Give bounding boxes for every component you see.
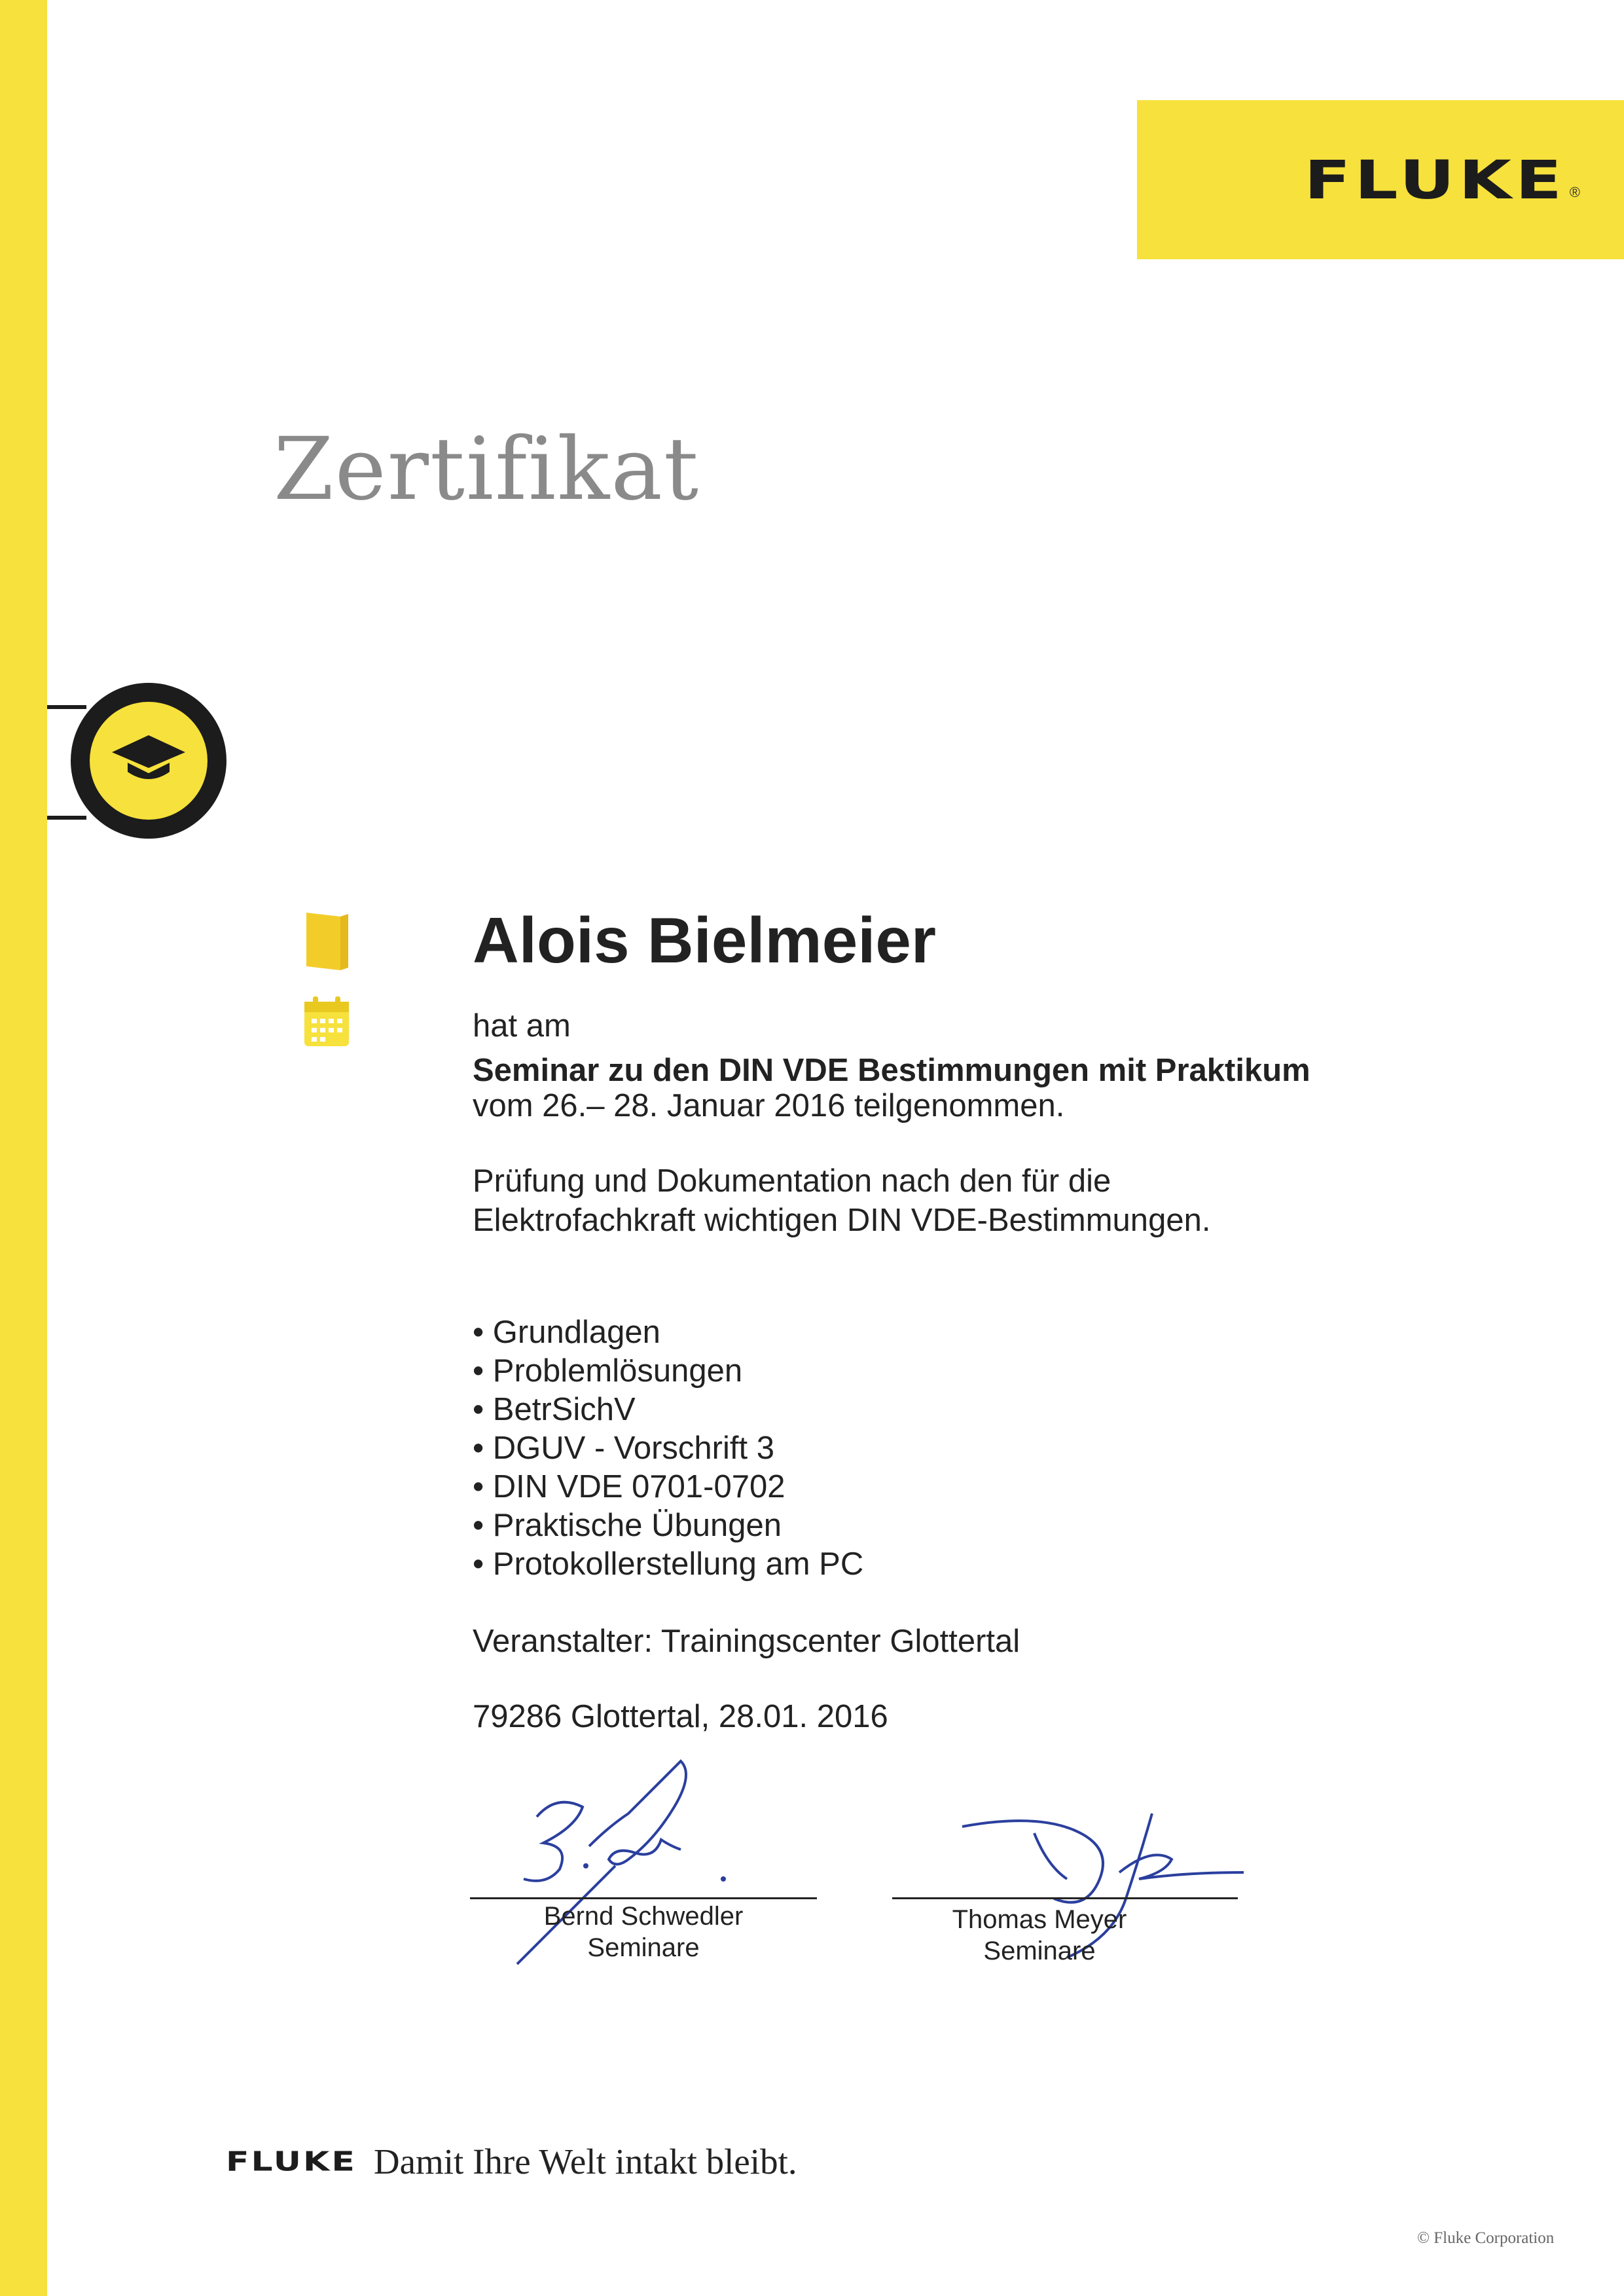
footer	[226, 2141, 797, 2182]
footer-fluke-logo: FLUKE	[226, 2146, 357, 2177]
signatory-name: Bernd Schwedler	[543, 1902, 744, 1931]
date-line: vom 26.– 28. Januar 2016 teilgenommen.	[473, 1088, 1065, 1123]
participant-name: Alois Bielmeier	[473, 904, 937, 976]
registered-mark: ®	[1569, 184, 1580, 200]
signatory-2	[892, 1904, 1187, 1967]
signatory-role: Seminare	[983, 1937, 1096, 1965]
graduation-cap-icon	[109, 731, 188, 790]
topic-item: • BetrSichV	[473, 1392, 636, 1427]
signature-line-1	[470, 1897, 817, 1899]
topic-item: • Praktische Übungen	[473, 1508, 782, 1543]
copyright: © Fluke Corporation	[1417, 2229, 1555, 2247]
graduation-badge	[71, 683, 226, 839]
topic-item: • DIN VDE 0701-0702	[473, 1469, 785, 1504]
intro-text: hat am	[473, 1008, 571, 1044]
place-date: 79286 Glottertal, 28.01. 2016	[473, 1699, 888, 1734]
book-icon	[302, 910, 351, 973]
calendar-icon	[302, 995, 351, 1049]
badge-connector-bottom	[47, 816, 86, 820]
fluke-logo: FLUKE	[1304, 148, 1566, 211]
certificate-title: Zertifikat	[274, 419, 700, 520]
description-line-2: Elektrofachkraft wichtigen DIN VDE-Bestimmungen.	[473, 1203, 1211, 1238]
signature-line-2	[892, 1897, 1238, 1899]
topic-item: • Grundlagen	[473, 1315, 660, 1350]
yellow-side-stripe	[0, 0, 47, 2296]
footer-slogan: Damit Ihre Welt intakt bleibt.	[373, 2141, 797, 2181]
seminar-title: Seminar zu den DIN VDE Bestimmungen mit Praktikum	[473, 1053, 1310, 1088]
organizer: Veranstalter: Trainingscenter Glottertal	[473, 1624, 1020, 1659]
signatory-role: Seminare	[587, 1933, 700, 1962]
description-line-1: Prüfung und Dokumentation nach den für die	[473, 1163, 1111, 1199]
topic-item: • Problemlösungen	[473, 1353, 743, 1389]
badge-connector-top	[47, 705, 86, 709]
topic-item: • Protokollerstellung am PC	[473, 1546, 864, 1582]
topic-item: • DGUV - Vorschrift 3	[473, 1430, 774, 1466]
signatory-1	[470, 1901, 817, 1963]
fluke-logo-box	[1137, 100, 1624, 259]
signatory-name: Thomas Meyer	[952, 1905, 1127, 1934]
